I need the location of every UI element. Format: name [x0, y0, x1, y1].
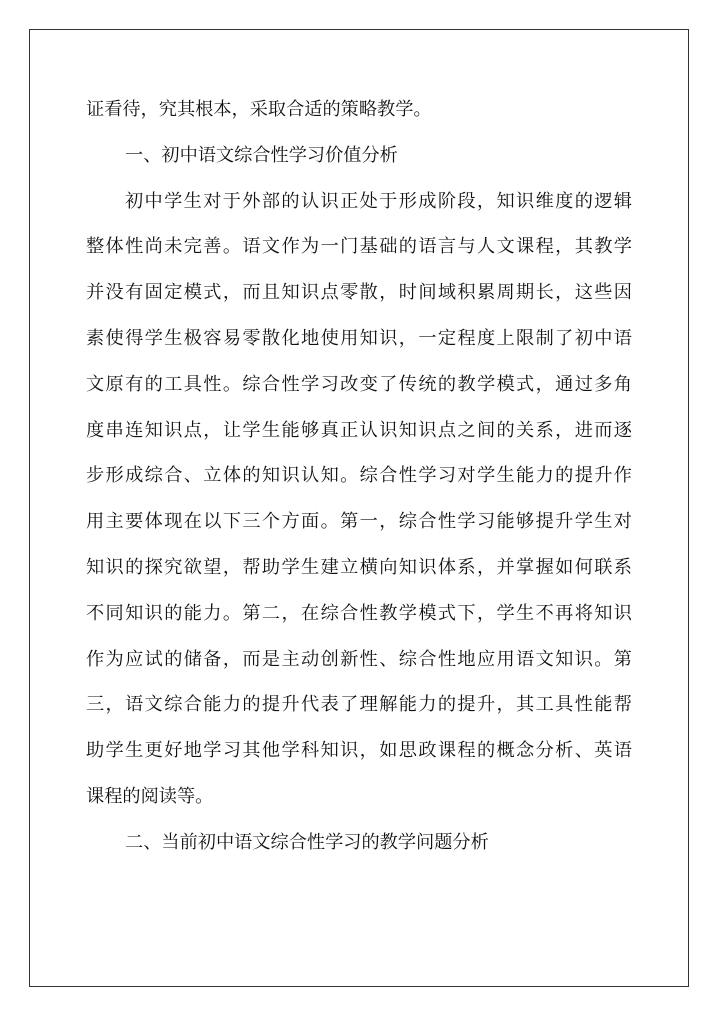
section-heading-1: 一、初中语文综合性学习价值分析	[125, 144, 398, 166]
paragraph-line: 初中学生对于外部的认识正处于形成阶段，知识维度的逻辑	[125, 190, 632, 212]
paragraph-line: 素使得学生极容易零散化地使用知识，一定程度上限制了初中语	[86, 327, 632, 349]
section-heading-2: 二、当前初中语文综合性学习的教学问题分析	[125, 831, 489, 853]
paragraph-line: 不同知识的能力。第二，在综合性教学模式下，学生不再将知识	[86, 602, 632, 624]
paragraph-line: 并没有固定模式，而且知识点零散，时间域积累周期长，这些因	[86, 282, 632, 304]
paragraph-line: 度串连知识点，让学生能够真正认识知识点之间的关系，进而逐	[86, 419, 632, 441]
document-body	[86, 92, 632, 871]
paragraph-line: 步形成综合、立体的知识认知。综合性学习对学生能力的提升作	[86, 465, 632, 487]
paragraph-line: 助学生更好地学习其他学科知识，如思政课程的概念分析、英语	[86, 740, 632, 762]
paragraph-line-last: 课程的阅读等。	[86, 785, 214, 807]
paragraph-line: 知识的探究欲望，帮助学生建立横向知识体系，并掌握如何联系	[86, 556, 632, 578]
paragraph-line: 文原有的工具性。综合性学习改变了传统的教学模式，通过多角	[86, 373, 632, 395]
paragraph-line: 用主要体现在以下三个方面。第一，综合性学习能够提升学生对	[86, 511, 632, 533]
paragraph-line-continuation: 证看待，究其根本，采取合适的策略教学。	[86, 99, 432, 120]
paragraph-line: 作为应试的储备，而是主动创新性、综合性地应用语文知识。第	[86, 648, 632, 670]
paragraph-line: 整体性尚未完善。语文作为一门基础的语言与人文课程，其教学	[86, 236, 632, 258]
paragraph-line: 三，语文综合能力的提升代表了理解能力的提升，其工具性能帮	[86, 694, 632, 716]
